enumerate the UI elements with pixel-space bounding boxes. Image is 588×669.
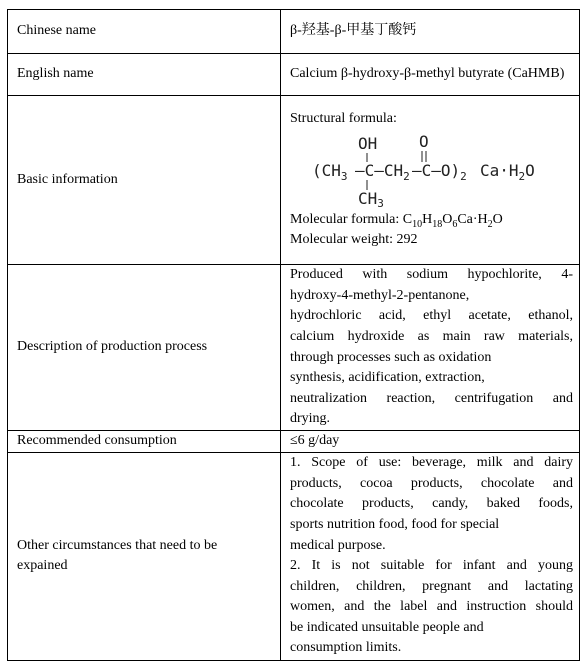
other-line: 1. Scope of use: beverage, milk and dairy: [290, 455, 573, 471]
other-label-line: Other circumstances that need to be: [17, 537, 218, 553]
other-line: products, cocoa products, chocolate and: [290, 475, 573, 491]
production-line: Produced with sodium hypochlorite, 4-: [290, 267, 573, 283]
formula-oh: OH: [358, 133, 378, 153]
formula-main-right: $—C—O)_2$: [412, 160, 467, 183]
molecular-weight: Molecular weight: 292: [290, 232, 418, 248]
other-line: children, children, pregnant and lactating: [290, 578, 573, 594]
row-english-name: [8, 54, 580, 96]
structural-formula-diagram: [312, 134, 562, 208]
production-line: synthesis, acidification, extraction,: [290, 370, 485, 386]
other-line: consumption limits.: [290, 640, 402, 656]
row-other-circumstances: [8, 452, 580, 660]
row-recommended-consumption: [8, 431, 580, 453]
production-line: hydroxy-4-methyl-2-pentanone,: [290, 287, 470, 303]
structural-formula-label: Structural formula:: [290, 111, 397, 127]
basic-information-value: [281, 96, 580, 265]
production-process-value: [281, 265, 580, 431]
production-line: neutralization reaction, centrifugation and: [290, 390, 573, 406]
other-line: chocolate products, candy, baked foods,: [290, 496, 573, 512]
formula-o-carbonyl: O: [419, 133, 429, 151]
other-line: women, and the label and instruction should: [290, 599, 573, 615]
formula-ca-water: $Ca\cdot H_2O$: [480, 160, 535, 183]
row-production-process: [8, 265, 580, 431]
other-line: 2. It is not suitable for infant and young: [290, 558, 573, 574]
english-name-value: Calcium β-hydroxy-β-methyl butyrate (CaHMB): [281, 54, 580, 96]
chinese-name-label: Chinese name: [8, 10, 281, 54]
production-line: drying.: [290, 411, 331, 427]
other-circumstances-value: [281, 452, 580, 660]
row-chinese-name: [8, 10, 580, 54]
recommended-consumption-label: Recommended consumption: [8, 431, 281, 453]
other-circumstances-label: [8, 452, 281, 660]
other-line: sports nutrition food, food for special: [290, 516, 500, 532]
other-line: medical purpose.: [290, 537, 386, 553]
english-name-label: English name: [8, 54, 281, 96]
recommended-consumption-value: ≤6 g/day: [281, 431, 580, 453]
row-basic-information: [8, 96, 580, 265]
production-line: hydrochloric acid, ethyl acetate, ethanol,: [290, 308, 573, 324]
basic-information-label: Basic information: [8, 96, 281, 265]
production-line: calcium hydroxide as main raw materials,: [290, 328, 573, 344]
molecular-formula: Molecular formula: $C_{10}H_{18}O_6Ca\cdot H_2O$: [290, 211, 503, 230]
other-line: be indicated unsuitable people and: [290, 619, 484, 635]
production-process-label: Description of production process: [8, 265, 281, 431]
formula-main-left: ($CH_3$: [312, 160, 348, 183]
formula-main-mid: $—C—CH_2$: [355, 160, 410, 183]
info-table: [7, 9, 580, 661]
chinese-name-value: β-羟基-β-甲基丁酸钙: [281, 10, 580, 54]
other-label-line: expained: [17, 558, 68, 574]
production-line: through processes such as oxidation: [290, 349, 492, 365]
formula-ch3: CH3: [358, 188, 384, 208]
